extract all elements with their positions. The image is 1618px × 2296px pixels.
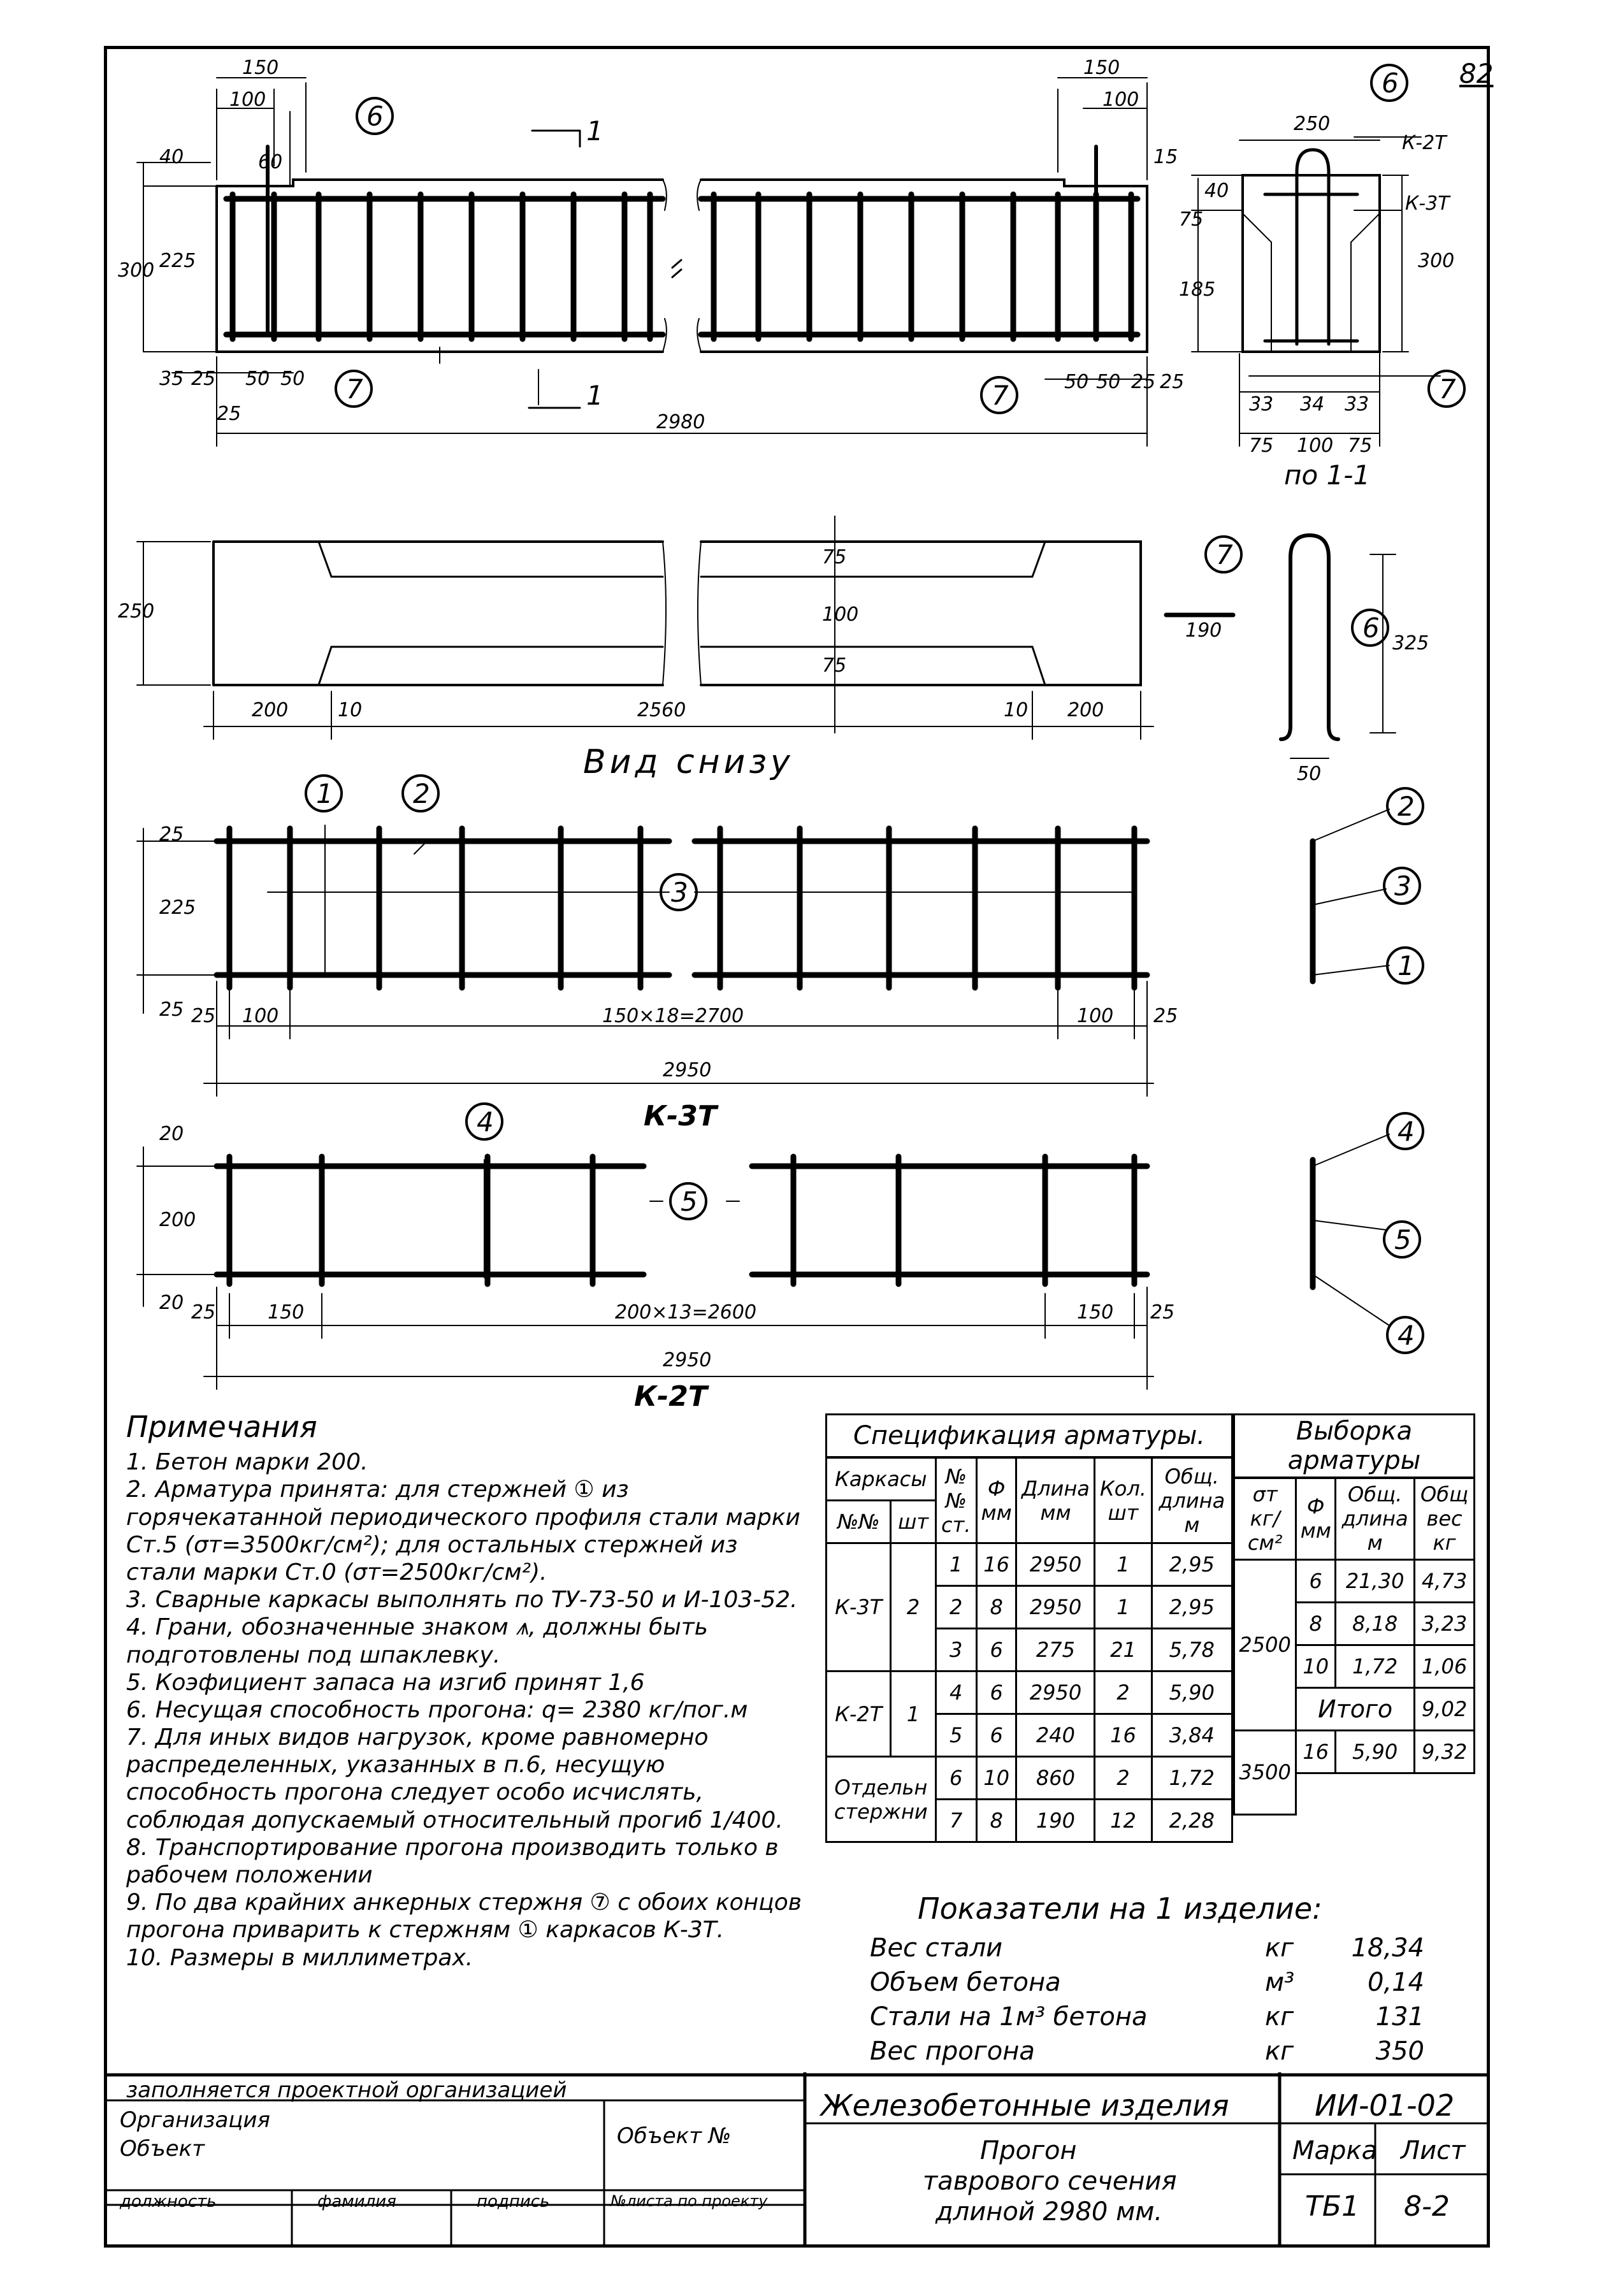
- spec-h-total: Общ. длина м: [1152, 1457, 1232, 1543]
- sec-cage-k3: К-3Т: [1405, 192, 1450, 215]
- ind-unit: кг: [1265, 1933, 1294, 1963]
- spec-title: Спецификация арматуры.: [827, 1415, 1232, 1458]
- cage-k3t-dims: [137, 809, 1389, 1096]
- sec-dim-33a: 33: [1249, 393, 1274, 415]
- tb-filled-by: заполняется проектной организацией: [126, 2077, 567, 2103]
- note-10: 10. Размеры в миллиметрах.: [126, 1944, 473, 1971]
- bv-dim-10b: 10: [1004, 699, 1029, 721]
- cell: 2,28: [1152, 1800, 1232, 1842]
- cell: 2,95: [1152, 1586, 1232, 1629]
- title-block: [107, 2072, 1487, 2244]
- cell: 1: [1095, 1543, 1152, 1586]
- cell: 3,84: [1152, 1714, 1232, 1757]
- note-4: 4. Грани, обозначенные знаком ⩚, должны быть подготовлены под шпаклевку.: [126, 1614, 708, 1668]
- dim-35: 35: [159, 368, 184, 390]
- dim-50c: 50: [1064, 371, 1089, 393]
- spec-cage-k2: К-2Т: [827, 1671, 891, 1757]
- k3-dim-100b: 100: [1077, 1005, 1114, 1027]
- list-item: [870, 2000, 1424, 2034]
- cell: 6: [976, 1714, 1016, 1757]
- cell: 240: [1016, 1714, 1095, 1757]
- spec-cage-k3: К-3Т: [827, 1543, 891, 1671]
- cell: 21: [1095, 1629, 1152, 1671]
- k2-callout-4: 4: [477, 1106, 494, 1137]
- dim-40: 40: [159, 146, 184, 168]
- table-row: [1234, 1559, 1475, 1602]
- cell: 6: [1296, 1559, 1336, 1602]
- tb-position: должность: [120, 2192, 217, 2211]
- cell: 860: [1016, 1757, 1095, 1800]
- note-7: 7. Для иных видов нагрузок, кроме равномерно распределенных, указанных в п.6, несущую способность прогона следует особо исчислять, соблюдая допускаемый относительный прогиб 1/400.: [126, 1724, 783, 1833]
- k3-side-callout-3: 3: [1394, 870, 1412, 902]
- cell: 16: [976, 1543, 1016, 1586]
- k3-callout-1: 1: [316, 778, 333, 809]
- tb-sheet: 8-2: [1404, 2190, 1450, 2223]
- sel-total-value: 9,02: [1415, 1687, 1475, 1730]
- note-8: 8. Транспортирование прогона производить только в рабочем положении: [126, 1834, 779, 1888]
- cell: 2950: [1016, 1543, 1095, 1586]
- k2-span: 200×13=2600: [615, 1301, 757, 1324]
- sec-dim-75a: 75: [1249, 435, 1274, 457]
- cell: 8,18: [1336, 1602, 1415, 1645]
- cell: 2950: [1016, 1586, 1095, 1629]
- sel-h-st: σт кг/см²: [1234, 1478, 1296, 1559]
- bar-details: [1166, 535, 1396, 758]
- ind-value: 131: [1375, 2002, 1424, 2032]
- cell: 1,06: [1415, 1645, 1475, 1687]
- bar7-len: 190: [1185, 619, 1222, 642]
- dim-25d: 25: [1160, 371, 1185, 393]
- section-title: по 1-1: [1284, 459, 1371, 491]
- k2-dim-20a: 20: [159, 1123, 184, 1145]
- k2-dim-20b: 20: [159, 1292, 184, 1314]
- cell: 6: [935, 1757, 976, 1800]
- callout-7-elev-right: 7: [992, 380, 1009, 411]
- sel-h-len: Общ. длина м: [1336, 1478, 1415, 1559]
- spec-separate-bars: Отдельн стержни: [827, 1757, 936, 1842]
- bottom-view-title: Вид снизу: [583, 743, 794, 781]
- cell: 9,32: [1415, 1730, 1475, 1773]
- cell: 6: [976, 1629, 1016, 1671]
- tb-name-2: таврового сечения: [923, 2167, 1177, 2196]
- k3-callout-3: 3: [671, 877, 688, 908]
- cell: 190: [1016, 1800, 1095, 1842]
- cell: 3,23: [1415, 1602, 1475, 1645]
- dim-225: 225: [159, 250, 196, 272]
- cell: 1,72: [1336, 1645, 1415, 1687]
- ind-unit: м³: [1265, 1968, 1295, 1997]
- cell: 2: [935, 1586, 976, 1629]
- k3-dim-w25a: 25: [191, 1005, 216, 1027]
- spec-h-qty: Кол. шт: [1095, 1457, 1152, 1543]
- sec-dim-75b: 75: [1348, 435, 1373, 457]
- sec-dim-100: 100: [1297, 435, 1334, 457]
- cell: 5,78: [1152, 1629, 1232, 1671]
- cell: 5,90: [1336, 1730, 1415, 1773]
- k3-dim-100a: 100: [242, 1005, 279, 1027]
- callout-7-bar: 7: [1216, 539, 1233, 570]
- dim-100-left: 100: [229, 89, 266, 111]
- elevation-rebar: [226, 147, 1138, 339]
- cell: 275: [1016, 1629, 1095, 1671]
- ind-value: 350: [1375, 2037, 1424, 2066]
- bv-dim-100: 100: [822, 603, 859, 626]
- k2-dim-150a: 150: [268, 1301, 305, 1324]
- tb-series: Железобетонные изделия: [821, 2088, 1229, 2123]
- k2-callout-5: 5: [681, 1186, 698, 1217]
- cell: 2,95: [1152, 1543, 1232, 1586]
- list-item: [870, 1931, 1424, 1965]
- spec-h-len: Длина мм: [1016, 1457, 1095, 1543]
- tb-signature: подпись: [477, 2192, 550, 2211]
- cell: 1,72: [1152, 1757, 1232, 1800]
- bv-dim-75b: 75: [822, 654, 847, 677]
- ind-name: Объем бетона: [870, 1968, 1061, 1997]
- bv-dim-75a: 75: [822, 546, 847, 568]
- bv-dim-200a: 200: [252, 699, 289, 721]
- cell: 21,30: [1336, 1559, 1415, 1602]
- callout-7-sec: 7: [1439, 373, 1456, 405]
- ind-unit: кг: [1265, 2037, 1294, 2066]
- ind-name: Вес прогона: [870, 2037, 1035, 2066]
- tb-code: ИИ-01-02: [1315, 2088, 1455, 2123]
- selection-title: Выборка арматуры: [1234, 1415, 1475, 1478]
- cell: 8: [1296, 1602, 1336, 1645]
- list-item: [870, 1965, 1424, 2000]
- tb-mark: ТБ1: [1305, 2190, 1360, 2223]
- note-9: 9. По два крайних анкерных стержня ⑦ с обоих концов прогона приварить к стержням ① каркасов К-3Т.: [126, 1889, 802, 1944]
- table-row: [827, 1543, 1232, 1586]
- callout-7-elev-left: 7: [346, 373, 363, 405]
- k2-total: 2950: [663, 1349, 712, 1371]
- spec-h-d: Ф мм: [976, 1457, 1016, 1543]
- dim-300: 300: [118, 259, 155, 282]
- cell: 1: [935, 1543, 976, 1586]
- sec-dim-300: 300: [1418, 250, 1455, 272]
- spec-cage-k3-count: 2: [891, 1543, 935, 1671]
- selection-table: [1233, 1413, 1475, 1816]
- notes-block: [126, 1410, 805, 1972]
- beam-elevation: [217, 180, 1147, 352]
- bv-dim-250: 250: [118, 600, 155, 623]
- tb-mark-label: Марка: [1292, 2136, 1378, 2165]
- k3-dim-25b: 25: [159, 999, 184, 1021]
- bar6-width: 50: [1297, 763, 1322, 785]
- cell: 5,90: [1152, 1671, 1232, 1714]
- spec-table: [825, 1413, 1233, 1843]
- k3-side-callout-1: 1: [1398, 950, 1415, 981]
- k2-dim-200: 200: [159, 1209, 196, 1231]
- cell: 16: [1296, 1730, 1336, 1773]
- k3-title: К-3Т: [644, 1100, 717, 1132]
- dim-50a: 50: [245, 368, 270, 390]
- ind-value: 0,14: [1367, 1968, 1424, 1997]
- cell: 10: [976, 1757, 1016, 1800]
- indicators-title: Показатели на 1 изделие:: [918, 1891, 1322, 1926]
- cage-k2t-dims: [137, 1134, 1389, 1389]
- note-3: 3. Сварные каркасы выполнять по ТУ-73-50 и И-103-52.: [126, 1587, 798, 1614]
- cell: 12: [1095, 1800, 1152, 1842]
- cell: 4: [935, 1671, 976, 1714]
- bv-dim-2560: 2560: [637, 699, 686, 721]
- k3-dim-25a: 25: [159, 823, 184, 846]
- bv-dim-200b: 200: [1067, 699, 1104, 721]
- cell: 16: [1095, 1714, 1152, 1757]
- k3-side-callout-2: 2: [1398, 791, 1415, 822]
- tb-object: Объект: [120, 2136, 205, 2162]
- sel-empty: [1296, 1773, 1475, 1815]
- tb-name-1: Прогон: [980, 2136, 1077, 2165]
- dim-150-left: 150: [242, 57, 279, 79]
- k3-total: 2950: [663, 1059, 712, 1081]
- ind-name: Стали на 1м³ бетона: [870, 2002, 1148, 2032]
- ind-name: Вес стали: [870, 1933, 1003, 1963]
- dim-15: 15: [1153, 146, 1178, 168]
- sec-dim-40: 40: [1204, 180, 1229, 202]
- callout-6-bar: 6: [1362, 612, 1380, 644]
- sel-total-label: Итого: [1296, 1687, 1415, 1730]
- dim-50b: 50: [280, 368, 305, 390]
- sec-dim-34: 34: [1300, 393, 1325, 415]
- note-1: 1. Бетон марки 200.: [126, 1449, 368, 1476]
- table-row: [827, 1757, 1232, 1800]
- notes-heading: Примечания: [126, 1410, 317, 1444]
- cell: 5: [935, 1714, 976, 1757]
- cell: 8: [976, 1586, 1016, 1629]
- cage-k3t: [217, 828, 1313, 988]
- sec-dim-75: 75: [1179, 208, 1204, 231]
- dim-60: 60: [258, 151, 283, 173]
- sec-cage-k2: К-2Т: [1402, 132, 1447, 154]
- bar6-height: 325: [1392, 632, 1429, 654]
- table-row: [827, 1671, 1232, 1714]
- sec-dim-185: 185: [1179, 278, 1216, 301]
- k3-callout-2: 2: [413, 778, 430, 809]
- sheet-number: 82: [1459, 58, 1494, 89]
- k2-dim-150b: 150: [1077, 1301, 1114, 1324]
- sel-st-2500: 2500: [1234, 1559, 1296, 1730]
- spec-h-nn: №№: [827, 1501, 891, 1543]
- dim-50d: 50: [1096, 371, 1121, 393]
- cell: 2: [1095, 1757, 1152, 1800]
- k3-dim-w25b: 25: [1153, 1005, 1178, 1027]
- table-row: [1234, 1730, 1475, 1773]
- k2-dim-w25b: 25: [1150, 1301, 1175, 1324]
- spec-h-sht: шт: [891, 1501, 935, 1543]
- tb-sheet-no: №листа по проекту: [610, 2192, 768, 2210]
- cell: 10: [1296, 1645, 1336, 1687]
- ind-value: 18,34: [1351, 1933, 1424, 1963]
- dim-25a: 25: [191, 368, 216, 390]
- cell: 1: [1095, 1586, 1152, 1629]
- bv-dim-10a: 10: [338, 699, 363, 721]
- section-mark-top: 1: [586, 115, 603, 147]
- tb-name-3: длиной 2980 мм.: [935, 2197, 1163, 2227]
- k2-side-callout-5: 5: [1394, 1224, 1412, 1255]
- dim-25b: 25: [217, 403, 242, 425]
- cell: 4,73: [1415, 1559, 1475, 1602]
- callout-6-sec: 6: [1382, 68, 1399, 99]
- note-2: 2. Арматура принята: для стержней ① из горячекатанной периодического профиля стали марки Ст.5 (σт=3500кг/см²); для остальных стержней из стали марки Ст.0 (σт=2500кг/см²).: [126, 1477, 800, 1585]
- tb-organization: Организация: [120, 2107, 270, 2133]
- cage-k2t: [217, 1157, 1313, 1287]
- note-5: 5. Коэфициент запаса на изгиб принят 1,6: [126, 1669, 645, 1696]
- sel-st-3500: 3500: [1234, 1730, 1296, 1815]
- cell: 6: [976, 1671, 1016, 1714]
- cell: 3: [935, 1629, 976, 1671]
- k2-dim-w25a: 25: [191, 1301, 216, 1324]
- sec-dim-33b: 33: [1345, 393, 1369, 415]
- tb-surname: фамилия: [317, 2192, 396, 2211]
- list-item: [870, 2034, 1424, 2069]
- dim-150-right: 150: [1083, 57, 1120, 79]
- cell: 2950: [1016, 1671, 1095, 1714]
- sec-dim-250: 250: [1294, 113, 1331, 135]
- callout-6-elev: 6: [366, 101, 384, 132]
- cell: 2: [1095, 1671, 1152, 1714]
- k2-side-callout-4b: 4: [1398, 1320, 1415, 1351]
- cell: 8: [976, 1800, 1016, 1842]
- sel-h-w: Общ вес кг: [1415, 1478, 1475, 1559]
- spec-h-cages: Каркасы: [827, 1457, 936, 1501]
- dim-2980: 2980: [656, 411, 705, 433]
- dim-100-right: 100: [1102, 89, 1139, 111]
- k3-span: 150×18=2700: [602, 1005, 744, 1027]
- spec-cage-k2-count: 1: [891, 1671, 935, 1757]
- tb-sheet-label: Лист: [1401, 2136, 1466, 2165]
- k2-side-callout-4a: 4: [1398, 1116, 1415, 1147]
- cell: 7: [935, 1800, 976, 1842]
- k2-title: К-2Т: [634, 1380, 707, 1413]
- indicators-block: [870, 1891, 1424, 2069]
- dim-25c: 25: [1131, 371, 1156, 393]
- tb-object-no: Объект №: [617, 2123, 732, 2149]
- spec-h-num: №№ ст.: [935, 1457, 976, 1543]
- note-6: 6. Несущая способность прогона: q= 2380 кг/пог.м: [126, 1696, 748, 1723]
- ind-unit: кг: [1265, 2002, 1294, 2032]
- section-mark-bottom: 1: [586, 380, 603, 411]
- sel-h-d: Ф мм: [1296, 1478, 1336, 1559]
- k3-dim-225: 225: [159, 897, 196, 919]
